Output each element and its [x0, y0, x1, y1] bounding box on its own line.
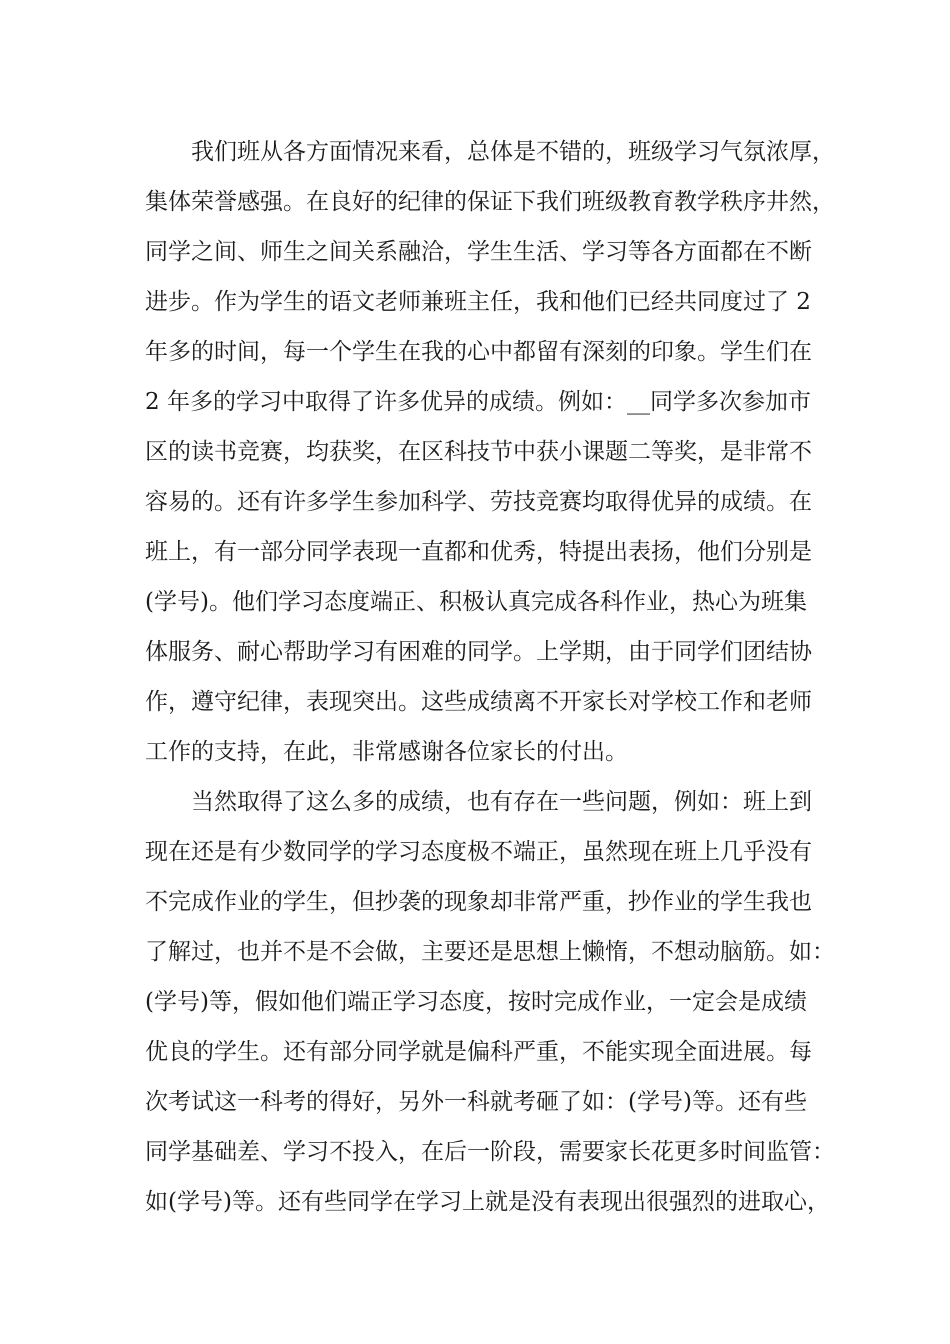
text-line: 不完成作业的学生，但抄袭的现象却非常严重，抄作业的学生我也 — [145, 889, 812, 915]
text-line: 2 年多的学习中取得了许多优异的成绩。例如：__同学多次参加市 — [145, 389, 811, 415]
text-line: 我们班从各方面情况来看，总体是不错的，班级学习气氛浓厚， — [191, 139, 835, 165]
text-line: 年多的时间，每一个学生在我的心中都留有深刻的印象。学生们在 — [145, 339, 812, 365]
text-line: 次考试这一科考的得好，另外一科就考砸了如：(学号)等。还有些 — [145, 1089, 807, 1115]
text-line: 班上，有一部分同学表现一直都和优秀，特提出表扬，他们分别是 — [145, 539, 812, 565]
text-line: 了解过，也并不是不会做，主要还是思想上懒惰，不想动脑筋。如： — [145, 939, 835, 965]
text-line: (学号)。他们学习态度端正、积极认真完成各科作业，热心为班集 — [145, 589, 807, 615]
text-line: 优良的学生。还有部分同学就是偏科严重，不能实现全面进展。每 — [145, 1039, 812, 1065]
text-line: 区的读书竞赛，均获奖，在区科技节中获小课题二等奖，是非常不 — [145, 439, 812, 465]
paragraph-2 — [145, 777, 835, 1227]
text-line: (学号)等，假如他们端正学习态度，按时完成作业，一定会是成绩 — [145, 989, 807, 1015]
text-line: 现在还是有少数同学的学习态度极不端正，虽然现在班上几乎没有 — [145, 839, 812, 865]
text-line: 同学之间、师生之间关系融洽，学生生活、学习等各方面都在不断 — [145, 239, 812, 265]
text-line: 工作的支持，在此，非常感谢各位家长的付出。 — [145, 739, 628, 765]
text-line: 容易的。还有许多学生参加科学、劳技竞赛均取得优异的成绩。在 — [145, 489, 812, 515]
text-line: 如(学号)等。还有些同学在学习上就是没有表现出很强烈的进取心， — [145, 1189, 830, 1215]
text-line: 同学基础差、学习不投入，在后一阶段，需要家长花更多时间监管： — [145, 1139, 835, 1165]
text-line: 进步。作为学生的语文老师兼班主任，我和他们已经共同度过了 2 — [145, 289, 811, 315]
text-line: 体服务、耐心帮助学习有困难的同学。上学期，由于同学们团结协 — [145, 639, 812, 665]
text-line: 当然取得了这么多的成绩，也有存在一些问题，例如：班上到 — [191, 789, 812, 815]
paragraph-1 — [145, 127, 835, 777]
text-line: 作，遵守纪律，表现突出。这些成绩离不开家长对学校工作和老师 — [145, 689, 812, 715]
body-text — [145, 127, 835, 1227]
text-line: 集体荣誉感强。在良好的纪律的保证下我们班级教育教学秩序井然， — [145, 189, 835, 215]
